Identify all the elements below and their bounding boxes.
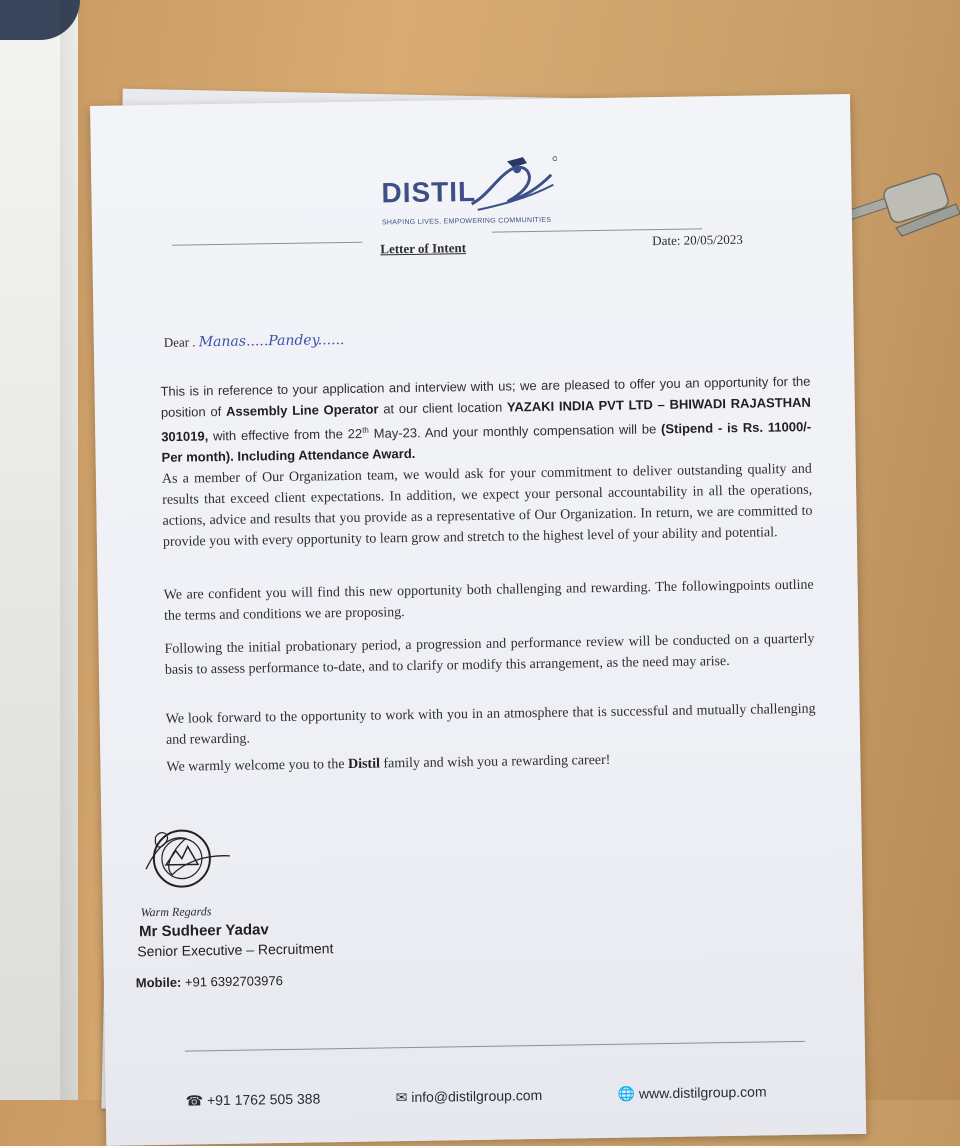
paragraph-probation: Following the initial probationary period, a progression and performance review will be conducted on a quarterly basis to assess performance to-date, and to clarify or modify this arrangement, as the need may arise. [164,631,815,678]
client-location: YAZAKI INDIA PVT LTD – BHIWADI RAJASTHAN 301019, [161,394,811,445]
offer-text-3: with effective from the 22 [208,426,363,444]
signatory-title: Senior Executive – Recruitment [137,940,334,960]
mobile-contact [136,973,283,990]
welcome-brand: Distil [347,756,381,772]
footer-phone-text: +91 1762 505 388 [206,1090,321,1109]
date-ordinal: th [362,425,369,435]
mobile-label: Mobile: [135,974,182,991]
offer-text-1: This is in reference to your application and interview with us; we are pleased to offer you an opportunity for the position of [160,373,811,420]
offer-text-4: May-23. And your monthly compensation will be [368,421,662,441]
compensation: (Stipend - is Rs. 11000/- Per month). Including Attendance Award. [161,419,812,466]
logo-wordmark: DISTIL [381,175,477,209]
paragraph-welcome [166,747,816,778]
offer-text-2: at our client location [378,399,508,417]
mobile-number: +91 6392703976 [181,973,284,990]
footer-rule [185,1041,805,1052]
welcome-text-1: We warmly welcome you to the [166,756,349,775]
globe-icon: 🌐 [617,1085,640,1102]
logo-tagline: SHAPING LIVES, EMPOWERING COMMUNITIES [381,216,552,227]
closing: Warm Regards [140,904,212,920]
phone-icon: ☎ [185,1092,208,1109]
paragraph-offer [160,371,811,469]
table-edge [60,0,90,1100]
paragraph-forward: We look forward to the opportunity to work with you in an atmosphere that is successful and mutually challenging and rewarding. [165,701,816,748]
footer-website-text: www.distilgroup.com [638,1083,767,1102]
mail-icon: ✉ [395,1089,412,1106]
salutation [164,332,345,351]
distil-logo [381,148,582,231]
salutation-label: Dear . [163,334,196,350]
footer-email [396,1087,543,1106]
letter-page [90,94,866,1146]
paragraph-confidence: We are confident you will find this new opportunity both challenging and rewarding. The followingpoints outline the terms and conditions we are proposing. [163,577,814,624]
welcome-text-2: family and wish you a rewarding career! [379,752,611,772]
paragraph-commitment: As a member of Our Organization team, we would ask for your commitment to deliver outstanding quality and results that exceed client expectations. In addition, we expect your personal accountability in all the operations, actions, advice and results that you provide as a representative of Our Organization. In return, we are committed to provide you with every opportunity to learn grow and stretch to the highest level of your ability and potential. [161,461,813,550]
footer-email-text: info@distilgroup.com [411,1086,543,1106]
recipient-name: Manas.....Pandey...... [198,332,345,351]
footer-phone [186,1090,321,1109]
header-rule-left [172,242,362,246]
company-seal-stamp [141,824,232,895]
signatory-name: Mr Sudheer Yadav [138,921,269,941]
letter-title: Letter of Intent [380,240,467,257]
letter-date: Date: 20/05/2023 [652,231,743,249]
footer-contacts [185,1083,826,1109]
graduate-swoosh-icon [467,155,558,216]
position-name: Assembly Line Operator [225,401,379,419]
